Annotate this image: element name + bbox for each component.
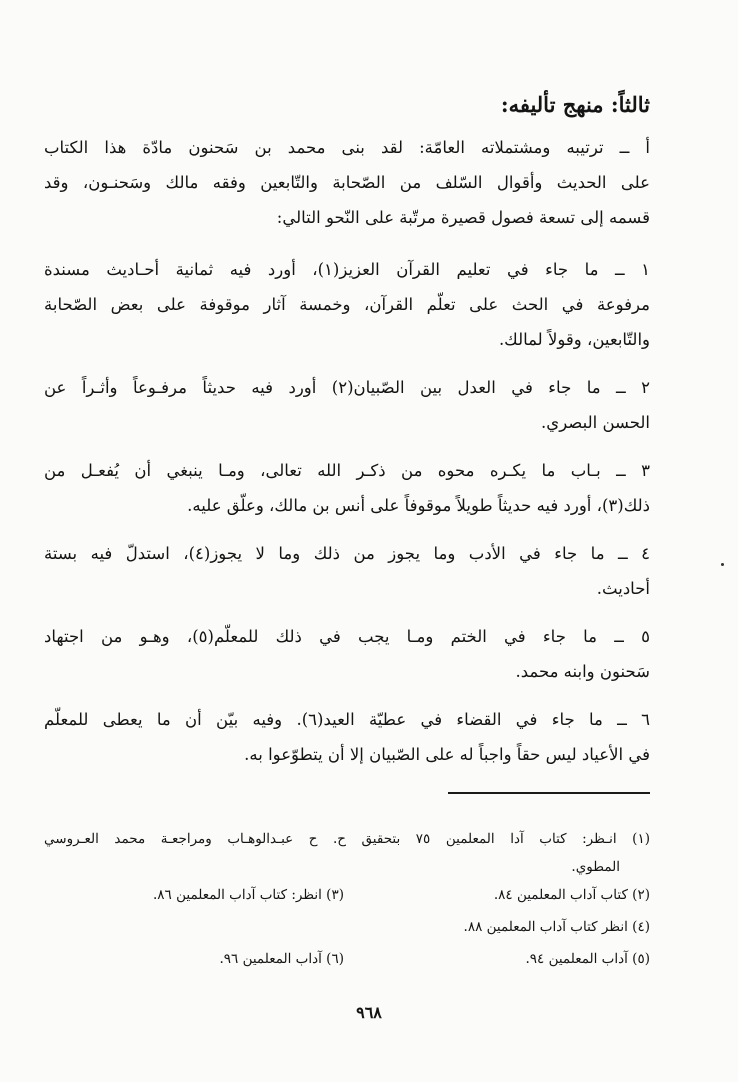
page-number: ٩٦٨ xyxy=(356,1003,382,1022)
intro-line-2: على الحديث وأقوال السّلف من الصّحابة والتّابعين وفقه مالك وسَحنـون، وقد xyxy=(44,173,650,192)
footnote-1-line-1: (١) انـظر: كتاب آدا المعلمين ٧٥ بتحقيق ح. ح عبـدالوهـاب ومراجعـة محمد العـروسي xyxy=(44,831,650,847)
footnote-5: (٥) آداب المعلمين ٩٤. xyxy=(525,951,650,967)
item-3-line-2: ذلك(٣)، أورد فيه حديثاً طويلاً موقوفاً على أنس بن مالك، وعلّق عليه. xyxy=(187,496,650,515)
footnote-3: (٣) انظر: كتاب آداب المعلمين ٨٦. xyxy=(152,887,344,903)
footnote-2: (٢) كتاب آداب المعلمين ٨٤. xyxy=(493,887,650,903)
item-5-line-2: سَحنون وابنه محمد. xyxy=(515,662,650,681)
item-1-line-3: والتّابعين، وقولاً لمالك. xyxy=(498,330,650,349)
margin-mark xyxy=(721,563,724,566)
intro-line-3: قسمه إلى تسعة فصول قصيرة مرتّبة على النّحو التالي: xyxy=(276,208,650,227)
item-4-line-2: أحاديث. xyxy=(596,579,650,598)
item-1-line-2: مرفوعة في الحث على تعلّم القرآن، وخمسة آثار موقوفة على بعض الصّحابة xyxy=(44,295,650,314)
item-6-line-2: في الأعياد ليس حقاً واجباً له على الصّبيان إلا أن يتطوّعوا به. xyxy=(244,745,650,764)
footnote-1-line-2: المطوي. xyxy=(571,859,620,875)
item-1-line-1: ١ ــ ما جاء في تعليم القرآن العزيز(١)، أورد فيه ثمانية أحـاديث مسندة xyxy=(44,260,650,279)
item-6-line-1: ٦ ــ ما جاء في القضاء في عطيّة العيد(٦). وفيه بيّن أن ما يعطى للمعلّم xyxy=(44,710,650,729)
footnote-4: (٤) انظر كتاب آداب المعلمين ٨٨. xyxy=(463,919,650,935)
footnote-separator xyxy=(448,792,650,794)
item-5-line-1: ٥ ــ ما جاء في الختم ومـا يجب في ذلك للمعلّم(٥)، وهـو من اجتهاد xyxy=(44,627,650,646)
item-2-line-1: ٢ ــ ما جاء في العدل بين الصّبيان(٢) أورد فيه حديثاً مرفـوعاً وأثـراً عن xyxy=(44,378,650,397)
item-4-line-1: ٤ ــ ما جاء في الأدب وما يجوز من ذلك وما لا يجوز(٤)، استدلّ فيه بستة xyxy=(44,544,650,563)
intro-line-1: أ ــ ترتيبه ومشتملاته العامّة: لقد بنى محمد بن سَحنون مادّة هذا الكتاب xyxy=(44,138,650,157)
item-3-line-1: ٣ ــ بـاب ما يكـره محوه من ذكـر الله تعالى، ومـا ينبغي أن يُفعـل من xyxy=(44,461,650,480)
item-2-line-2: الحسن البصري. xyxy=(541,413,650,432)
section-heading: ثالثاً: منهج تأليفه: xyxy=(500,92,650,117)
footnote-6: (٦) آداب المعلمين ٩٦. xyxy=(219,951,344,967)
